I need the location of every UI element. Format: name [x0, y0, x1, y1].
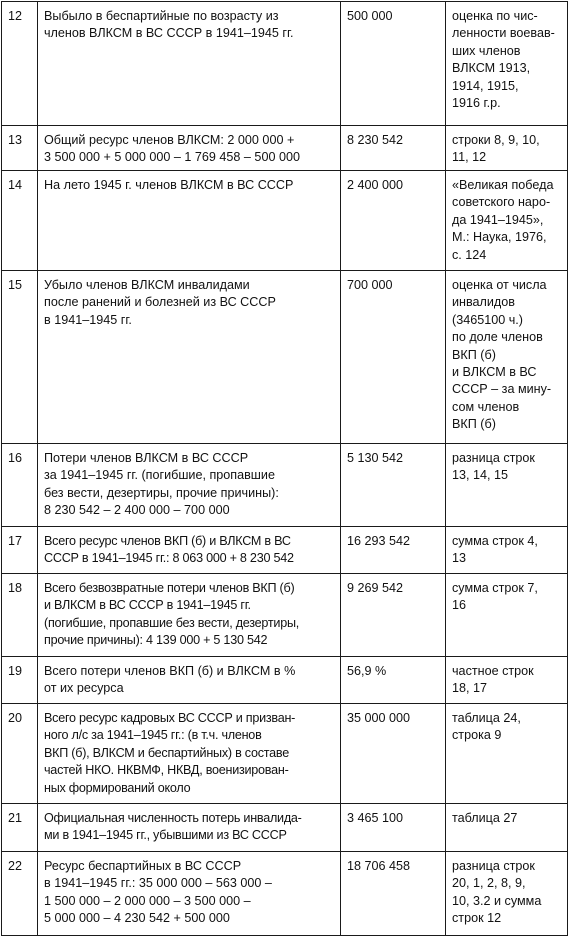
row-description: Потери членов ВЛКСМ в ВС СССР за 1941–1945 гг. (погибшие, пропавшие без вести, дезертиры, прочие причины): 8 230 542 – 2 400 000 – 700 000	[38, 444, 341, 527]
table-row-20	[2, 704, 568, 804]
row-note: разница строк 13, 14, 15	[446, 444, 568, 527]
row-note: таблица 24, строка 9	[446, 704, 568, 804]
table-row-12	[2, 2, 568, 126]
row-note: «Великая победа советского наро- да 1941–1945», М.: Наука, 1976, с. 124	[446, 171, 568, 271]
row-value: 56,9 %	[341, 657, 446, 704]
row-note: таблица 27	[446, 804, 568, 852]
table-row-15	[2, 271, 568, 444]
row-value: 35 000 000	[341, 704, 446, 804]
row-number: 12	[2, 2, 38, 126]
table-row-19	[2, 657, 568, 704]
table-row-22	[2, 852, 568, 936]
statistics-table	[1, 1, 568, 936]
row-value: 9 269 542	[341, 574, 446, 657]
row-description: Всего ресурс членов ВКП (б) и ВЛКСМ в ВС СССР в 1941–1945 гг.: 8 063 000 + 8 230 542	[38, 527, 341, 574]
row-note: сумма строк 7, 16	[446, 574, 568, 657]
row-number: 19	[2, 657, 38, 704]
table-body	[2, 2, 568, 936]
row-description: На лето 1945 г. членов ВЛКСМ в ВС СССР	[38, 171, 341, 271]
row-description: Ресурс беспартийных в ВС СССР в 1941–1945 гг.: 35 000 000 – 563 000 – 1 500 000 – 2 000 000 – 3 500 000 – 5 000 000 – 4 230 542 + 500 000	[38, 852, 341, 936]
row-value: 2 400 000	[341, 171, 446, 271]
row-value: 18 706 458	[341, 852, 446, 936]
row-value: 16 293 542	[341, 527, 446, 574]
row-number: 17	[2, 527, 38, 574]
row-number: 21	[2, 804, 38, 852]
row-description: Общий ресурс членов ВЛКСМ: 2 000 000 + 3 500 000 + 5 000 000 – 1 769 458 – 500 000	[38, 126, 341, 171]
row-description: Всего безвозвратные потери членов ВКП (б) и ВЛКСМ в ВС СССР в 1941–1945 гг. (погибшие, пропавшие без вести, дезертиры, прочие причины): 4 139 000 + 5 130 542	[38, 574, 341, 657]
row-description: Выбыло в беспартийные по возрасту из членов ВЛКСМ в ВС СССР в 1941–1945 гг.	[38, 2, 341, 126]
row-note: частное строк 18, 17	[446, 657, 568, 704]
row-description: Официальная численность потерь инвалида- ми в 1941–1945 гг., убывшими из ВС СССР	[38, 804, 341, 852]
row-note: разница строк 20, 1, 2, 8, 9, 10, 3.2 и сумма строк 12	[446, 852, 568, 936]
row-value: 3 465 100	[341, 804, 446, 852]
table-row-14	[2, 171, 568, 271]
row-value: 700 000	[341, 271, 446, 444]
table-row-21	[2, 804, 568, 852]
row-description: Убыло членов ВЛКСМ инвалидами после ранений и болезней из ВС СССР в 1941–1945 гг.	[38, 271, 341, 444]
table-row-16	[2, 444, 568, 527]
row-note: сумма строк 4, 13	[446, 527, 568, 574]
row-note: оценка по чис- ленности воевав- ших членов ВЛКСМ 1913, 1914, 1915, 1916 г.р.	[446, 2, 568, 126]
row-number: 16	[2, 444, 38, 527]
row-value: 500 000	[341, 2, 446, 126]
row-value: 8 230 542	[341, 126, 446, 171]
table-row-13	[2, 126, 568, 171]
row-value: 5 130 542	[341, 444, 446, 527]
row-number: 15	[2, 271, 38, 444]
row-number: 14	[2, 171, 38, 271]
row-number: 18	[2, 574, 38, 657]
row-description: Всего ресурс кадровых ВС СССР и призван- ного л/с за 1941–1945 гг.: (в т.ч. членов ВКП (б), ВЛКСМ и беспартийных) в составе частей НКО. НКВМФ, НКВД, военизирован- ных формирований около	[38, 704, 341, 804]
table-row-17	[2, 527, 568, 574]
row-number: 20	[2, 704, 38, 804]
row-number: 22	[2, 852, 38, 936]
table-row-18	[2, 574, 568, 657]
row-note: оценка от числа инвалидов (3465100 ч.) по доле членов ВКП (б) и ВЛКСМ в ВС СССР – за мину- сом членов ВКП (б)	[446, 271, 568, 444]
row-note: строки 8, 9, 10, 11, 12	[446, 126, 568, 171]
row-description: Всего потери членов ВКП (б) и ВЛКСМ в % от их ресурса	[38, 657, 341, 704]
row-number: 13	[2, 126, 38, 171]
